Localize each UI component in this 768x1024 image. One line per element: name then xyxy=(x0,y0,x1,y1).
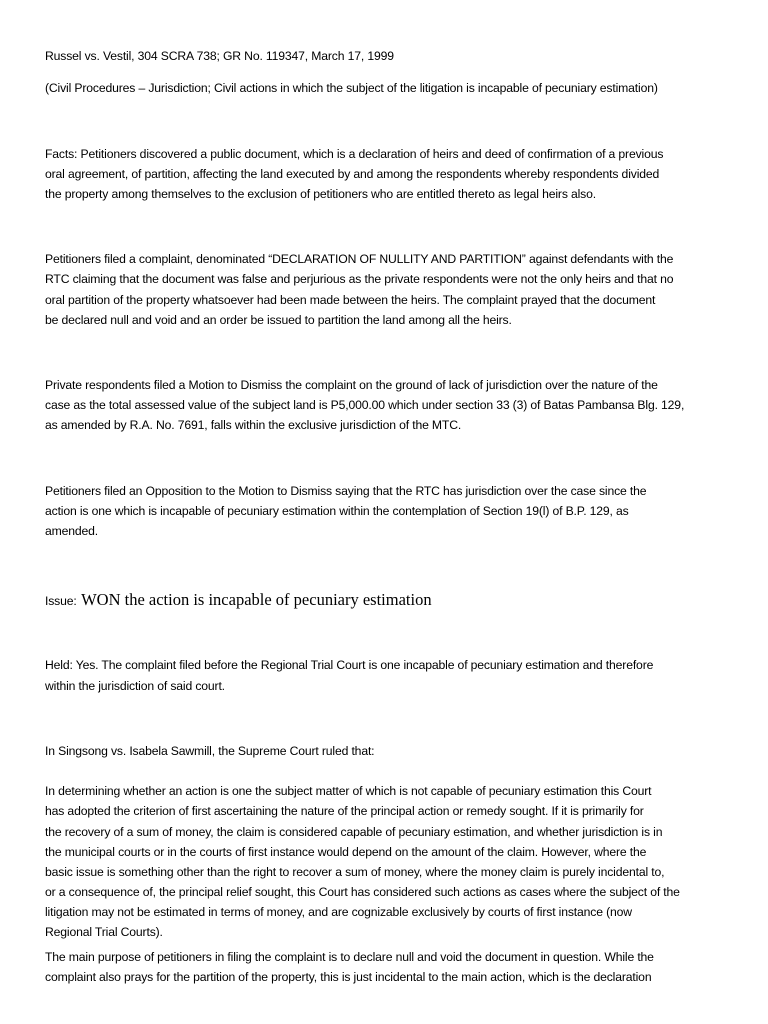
paragraph-line: Petitioners filed an Opposition to the Motion to Dismiss saying that the RTC has jurisdiction over the case since the xyxy=(45,484,647,498)
paragraph-line: oral partition of the property whatsoever had been made between the heirs. The complaint prayed that the document xyxy=(45,293,656,307)
paragraph-line: litigation may not be estimated in terms of money, and are cognizable exclusively by courts of first instance (now xyxy=(45,905,632,919)
paragraph-line: Held: Yes. The complaint filed before the Regional Trial Court is one incapable of pecuniary estimation and therefore xyxy=(45,658,654,672)
paragraph-line: action is one which is incapable of pecuniary estimation within the contemplation of Section 19(l) of B.P. 129, as xyxy=(45,504,629,518)
paragraph-line: or a consequence of, the principal relief sought, this Court has considered such actions as cases where the subject of the xyxy=(45,885,680,899)
issue-statement xyxy=(45,590,432,611)
case-topic: (Civil Procedures – Jurisdiction; Civil actions in which the subject of the litigation is incapable of pecuniary estimation) xyxy=(45,81,658,95)
paragraph-line: be declared null and void and an order be issued to partition the land among all the heirs. xyxy=(45,313,512,327)
singsong-intro: In Singsong vs. Isabela Sawmill, the Supreme Court ruled that: xyxy=(45,744,375,758)
case-citation: Russel vs. Vestil, 304 SCRA 738; GR No. 119347, March 17, 1999 xyxy=(45,49,394,63)
paragraph-line: amended. xyxy=(45,524,99,538)
issue-text: WON the action is incapable of pecuniary estimation xyxy=(81,590,432,609)
paragraph-line: has adopted the criterion of first ascertaining the nature of the principal action or remedy sought. If it is primarily for xyxy=(45,804,644,818)
paragraph-line: basic issue is something other than the right to recover a sum of money, where the money claim is purely incidental to, xyxy=(45,865,665,879)
issue-label: Issue: xyxy=(45,594,77,608)
paragraph-line: The main purpose of petitioners in filing the complaint is to declare null and void the document in question. While the xyxy=(45,950,654,964)
paragraph-line: the recovery of a sum of money, the claim is considered capable of pecuniary estimation, and whether jurisdiction is in xyxy=(45,825,663,839)
paragraph-line: RTC claiming that the document was false and perjurious as the private respondents were not the only heirs and that no xyxy=(45,272,674,286)
paragraph-line: within the jurisdiction of said court. xyxy=(45,679,225,693)
paragraph-line: complaint also prays for the partition of the property, this is just incidental to the main action, which is the declaration xyxy=(45,970,652,984)
paragraph-line: Petitioners filed a complaint, denominated “DECLARATION OF NULLITY AND PARTITION” against defendants with the xyxy=(45,252,674,266)
paragraph-line: In determining whether an action is one the subject matter of which is not capable of pecuniary estimation this Court xyxy=(45,784,652,798)
paragraph-line: the property among themselves to the exclusion of petitioners who are entitled thereto as legal heirs also. xyxy=(45,187,596,201)
paragraph-line: Private respondents filed a Motion to Dismiss the complaint on the ground of lack of jurisdiction over the nature of the xyxy=(45,378,658,392)
paragraph-line: the municipal courts or in the courts of first instance would depend on the amount of the claim. However, where the xyxy=(45,845,647,859)
paragraph-line: case as the total assessed value of the subject land is P5,000.00 which under section 33 (3) of Batas Pambansa Blg. 129, xyxy=(45,398,685,412)
paragraph-line: oral agreement, of partition, affecting the land executed by and among the respondents whereby respondents divided xyxy=(45,167,660,181)
paragraph-line: Facts: Petitioners discovered a public document, which is a declaration of heirs and deed of confirmation of a previous xyxy=(45,147,664,161)
paragraph-line: as amended by R.A. No. 7691, falls within the exclusive jurisdiction of the MTC. xyxy=(45,418,462,432)
paragraph-line: Regional Trial Courts). xyxy=(45,925,163,939)
